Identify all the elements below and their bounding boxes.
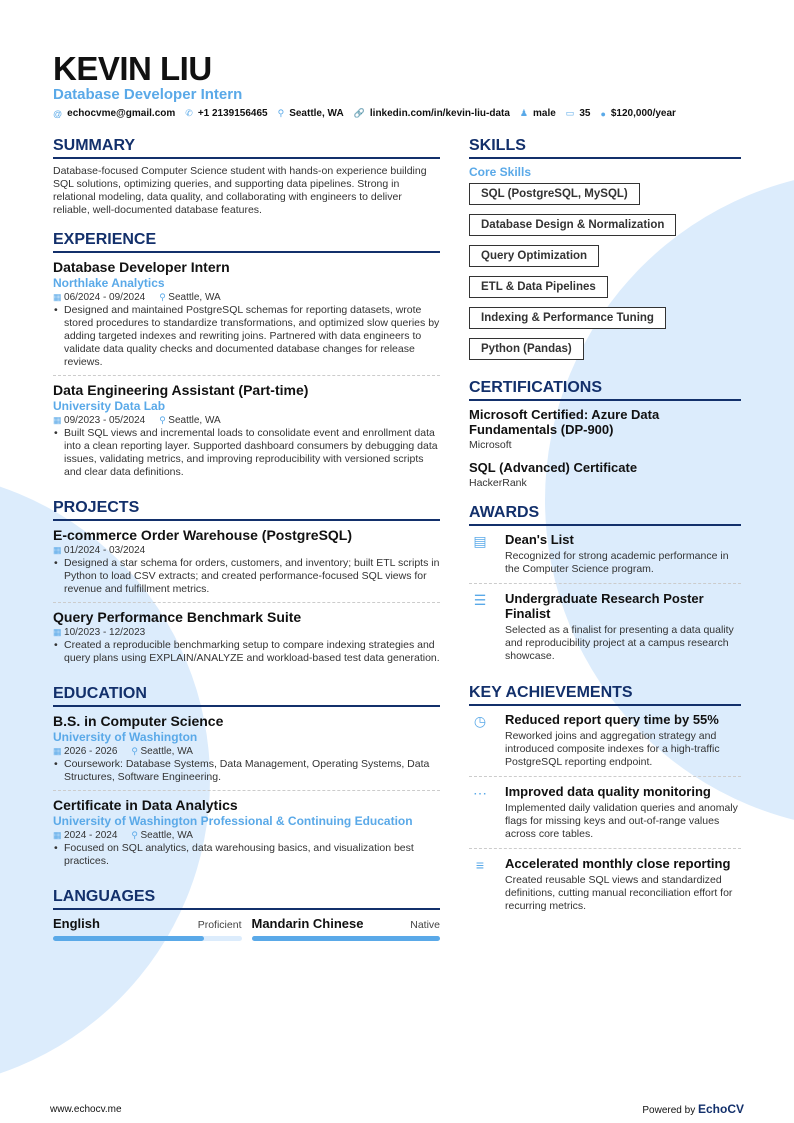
projects-list [53,527,440,671]
skill-tag: ETL & Data Pipelines [469,276,608,298]
footer-powered [642,1102,744,1116]
entry-location [159,414,221,427]
entry-title: Data Engineering Assistant (Part-time) [53,382,309,398]
contact-item [278,108,344,119]
clock-icon: ◷ [473,713,487,729]
achievements-item [469,712,741,777]
languages-list [53,916,440,941]
contact-text: 35 [579,108,591,119]
date-text: 10/2023 - 12/2023 [64,627,146,638]
location-text: Seattle, WA [140,746,193,757]
link-icon: 🔗 [353,108,365,118]
entry-location [131,745,193,758]
dots-icon: ⋯ [473,785,487,801]
achievements-item [469,784,741,849]
sliders-icon: ☰ [473,592,487,608]
candidate-name: KEVIN LIU [53,50,212,87]
section-title: AWARDS [469,504,741,526]
item-title: Dean's List [505,532,574,547]
item-title: Improved data quality monitoring [505,784,711,799]
projects-entry [53,527,440,603]
money-icon: ● [600,108,606,119]
summary-text: Database-focused Computer Science student with hands-on experience building SQL solutions, optimizing queries, and supporting data pipelines. Strong in relational modeling, data quality, and collaborating with engineers to deliver reliable, well-documented database features. [53,165,427,216]
education-entry [53,713,440,791]
entry-date [53,291,145,304]
language-header [53,916,242,931]
experience-section [53,231,440,485]
entry-bullet: • Coursework: Database Systems, Data Management, Operating Systems, Data Structures, Software Engineering. [53,758,440,784]
certification-issuer: HackerRank [469,477,527,489]
awards-item [469,591,741,670]
item-description: Implemented daily validation queries and anomaly flags for missing keys and out-of-range values across core tables. [505,802,738,840]
certification-issuer: Microsoft [469,439,512,451]
language-name: English [53,916,100,931]
entry-meta [53,626,440,639]
entry-location [159,291,221,304]
date-text: 2024 - 2024 [64,830,118,841]
item-body [505,856,741,913]
contact-text: Seattle, WA [289,108,344,119]
language-bar [53,936,242,941]
contact-text[interactable]: echocvme@gmail.com [67,108,176,119]
experience-list [53,259,440,485]
document-icon: ▤ [473,533,487,549]
certification-item [469,407,741,452]
entry-organization: University Data Lab [53,399,166,413]
calendar-icon: ▭ [565,108,575,118]
contact-item [600,108,676,119]
summary-section [53,137,440,217]
entry-meta [53,544,440,557]
date-text: 2026 - 2026 [64,746,118,757]
person-icon: ♟ [519,108,528,118]
item-body [505,784,741,841]
certification-name: Microsoft Certified: Azure Data Fundamentals (DP-900) [469,407,660,437]
section-title: SKILLS [469,137,741,159]
at-icon: @ [53,108,63,119]
item-description: Recognized for strong academic performance in the Computer Science program. [505,550,729,575]
phone-icon: ✆ [185,108,193,118]
item-title: Reduced report query time by 55% [505,712,719,727]
skills-section [469,137,741,369]
entry-date [53,544,145,557]
entry-title: Query Performance Benchmark Suite [53,609,302,625]
location-icon: ⚲ [277,108,285,118]
contact-text[interactable]: linkedin.com/in/kevin-liu-data [369,108,510,119]
contact-text: +1 2139156465 [197,108,268,119]
contact-item [185,108,267,119]
contact-item [354,108,510,119]
skills-subtitle: Core Skills [469,165,532,179]
projects-entry [53,609,440,671]
skill-tag: Query Optimization [469,245,599,267]
contact-item [53,108,175,119]
left-column [53,137,440,941]
calendar-icon: ▦ [53,627,65,637]
entry-title: B.S. in Computer Science [53,713,224,729]
footer-site[interactable]: www.echocv.me [50,1104,122,1115]
achievements-section [469,684,741,920]
achievements-item [469,856,741,920]
location-icon: ⚲ [159,415,169,425]
language-item [53,916,242,941]
item-body [505,712,741,769]
section-title: LANGUAGES [53,888,440,910]
entry-date [53,745,117,758]
achievements-list [469,712,741,920]
item-body [505,532,741,576]
calendar-icon: ▦ [53,830,65,840]
entry-bullet: • Focused on SQL analytics, data warehousing basics, and visualization best practices. [53,842,440,868]
skill-tag: Indexing & Performance Tuning [469,307,666,329]
entry-organization: University of Washington [53,730,198,744]
language-bar [252,936,441,941]
languages-section [53,888,440,941]
skill-tag: Python (Pandas) [469,338,584,360]
calendar-icon: ▦ [53,292,65,302]
location-icon: ⚲ [131,746,141,756]
entry-date [53,626,145,639]
skill-tag: Database Design & Normalization [469,214,676,236]
section-title: SUMMARY [53,137,440,159]
contact-text: $120,000/year [610,108,676,119]
right-column [469,137,741,927]
location-icon: ⚲ [131,830,141,840]
contact-item [566,108,591,119]
language-bar-fill [53,936,204,941]
section-title: KEY ACHIEVEMENTS [469,684,741,706]
entry-meta [53,829,440,842]
contact-bar [53,108,743,119]
language-header [252,916,441,931]
date-text: 06/2024 - 09/2024 [64,292,146,303]
contact-item [520,108,556,119]
awards-item [469,532,741,584]
entry-date [53,829,117,842]
entry-title: Database Developer Intern [53,259,230,275]
entry-title: Certificate in Data Analytics [53,797,238,813]
certifications-list [469,407,741,490]
item-description: Created reusable SQL views and standardized definitions, cutting manual reconciliation effort for recurring metrics. [505,874,733,912]
contact-text: male [533,108,556,119]
section-title: CERTIFICATIONS [469,379,741,401]
awards-list [469,532,741,670]
entry-bullet: • Designed and maintained PostgreSQL schemas for reporting datasets, wrote stored procedures to standardize transformations, and optimized slow queries by adding targeted indexes and rewriting joins. Partnered with data engineers to validate data quality checks and documented database changes for release reviews. [53,304,440,369]
awards-section [469,504,741,670]
location-text: Seattle, WA [168,415,221,426]
item-title: Accelerated monthly close reporting [505,856,731,871]
language-level: Native [410,919,440,931]
item-title: Undergraduate Research Poster Finalist [505,591,704,621]
date-text: 09/2023 - 05/2024 [64,415,146,426]
calendar-icon: ▦ [53,415,65,425]
item-description: Selected as a finalist for presenting a data quality and reproducibility project at a campus research showcase. [505,624,734,662]
section-title: EDUCATION [53,685,440,707]
item-body [505,591,741,663]
powered-label: Powered by [642,1105,696,1116]
brand-name: EchoCV [697,1102,744,1116]
skills-list [469,183,741,369]
education-section [53,685,440,874]
education-list [53,713,440,874]
certification-name: SQL (Advanced) Certificate [469,460,638,475]
experience-entry [53,259,440,376]
language-bar-fill [252,936,441,941]
projects-section [53,499,440,671]
entry-bullet: • Designed a star schema for orders, customers, and inventory; built ETL scripts in Python to load CSV extracts; and created performance-focused SQL views for revenue and fulfillment metrics. [53,557,440,596]
language-name: Mandarin Chinese [251,916,364,931]
entry-organization: University of Washington Professional & Continuing Education [53,814,413,828]
candidate-role: Database Developer Intern [53,86,243,103]
location-text: Seattle, WA [168,292,221,303]
item-description: Reworked joins and aggregation strategy and introduced composite indexes for a high-traffic PostgreSQL reporting endpoint. [505,730,720,768]
entry-date [53,414,145,427]
date-text: 01/2024 - 03/2024 [64,545,146,556]
certifications-section [469,379,741,490]
location-text: Seattle, WA [140,830,193,841]
section-title: EXPERIENCE [53,231,440,253]
section-title: PROJECTS [53,499,440,521]
entry-title: E-commerce Order Warehouse (PostgreSQL) [53,527,353,543]
experience-entry [53,382,440,485]
language-level: Proficient [197,919,242,931]
entry-meta [53,291,440,304]
calendar-icon: ▦ [53,545,65,555]
language-item [252,916,441,941]
certification-item [469,460,741,490]
entry-location [131,829,193,842]
entry-meta [53,414,440,427]
entry-bullet: • Created a reproducible benchmarking setup to compare indexing strategies and query plans using EXPLAIN/ANALYZE and workload-based test data generation. [53,639,440,665]
entry-bullet: • Built SQL views and incremental loads to consolidate event and enrollment data into a clean reporting layer. Supported dashboard consumers by debugging data issues, validating metrics, and improving reproducibility with versioned scripts and clear data definitions. [53,427,440,479]
location-icon: ⚲ [159,292,169,302]
calendar-icon: ▦ [53,746,65,756]
entry-meta [53,745,440,758]
entry-organization: Northlake Analytics [53,276,165,290]
education-entry [53,797,440,874]
skill-tag: SQL (PostgreSQL, MySQL) [469,183,640,205]
lines-icon: ≡ [475,857,485,873]
